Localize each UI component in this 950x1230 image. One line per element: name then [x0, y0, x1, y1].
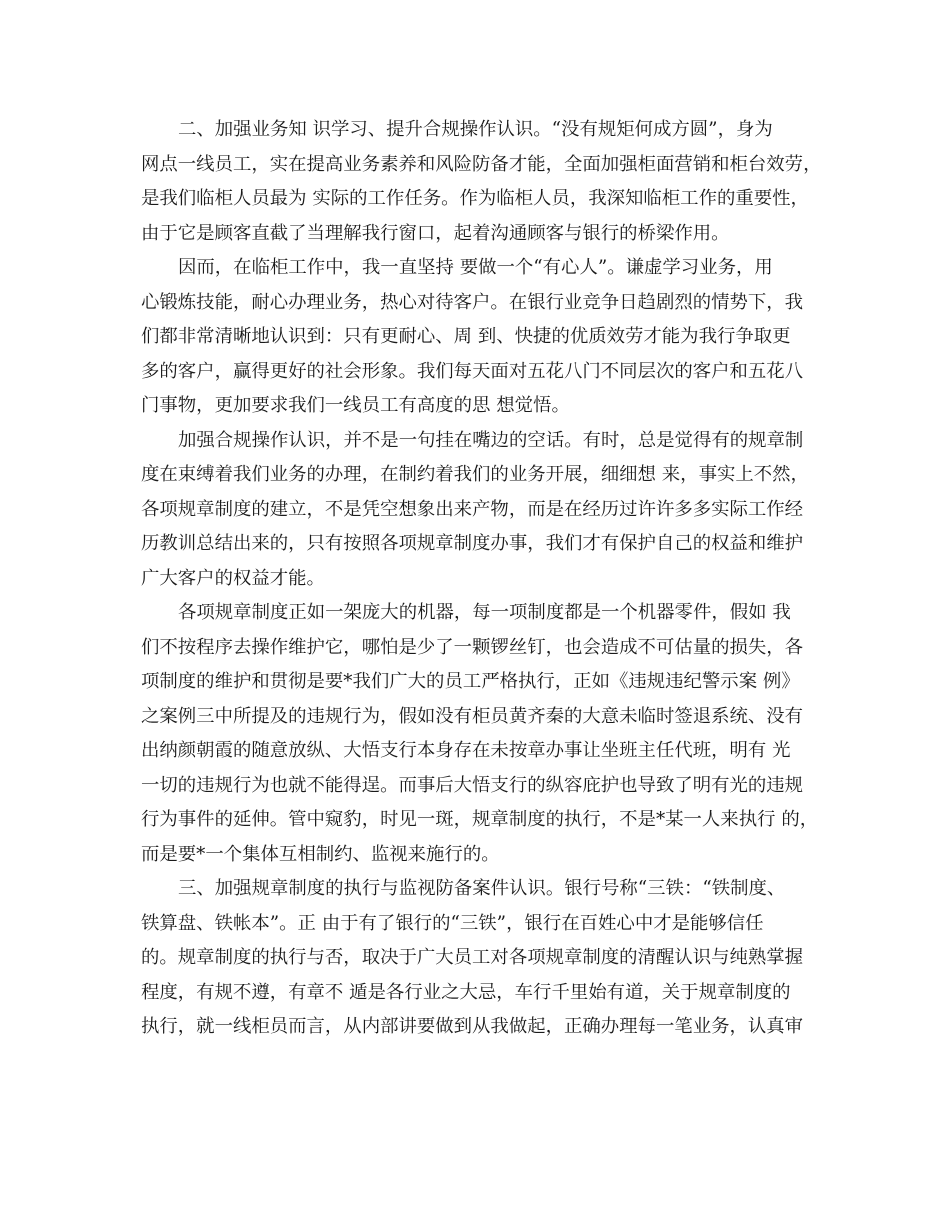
text-line: 出纳颜朝霞的随意放纵、大悟支行本身存在未按章办事让坐班主任代班，明有 光 — [141, 740, 791, 761]
text-line: 之案例三中所提及的违规行为，假如没有柜员黄齐秦的大意未临时签退系统、没有 — [141, 705, 804, 727]
text-line: 度在束缚着我们业务的办理，在制约着我们的业务开展，细细想 来，事实上不然， — [141, 464, 809, 485]
text-line: 二、加强业务知 识学习、提升合规操作认识。“没有规矩何成方圆”，身为 — [178, 119, 773, 140]
text-line: 广大客户的权益才能。 — [141, 567, 325, 589]
paragraph-5 — [141, 872, 816, 1045]
text-line: 心锻炼技能，耐心办理业务，热心对待客户。在银行业竞争日趋剧烈的情势下，我 — [141, 291, 804, 313]
paragraph-1 — [141, 113, 822, 251]
text-line: 行为事件的延伸。管中窥豹，时见一斑，规章制度的执行，不是*某一人来执行 的， — [141, 809, 819, 830]
text-line: 网点一线员工，实在提高业务素养和风险防备才能，全面加强柜面营销和柜台效劳， — [141, 153, 822, 175]
text-line: 项制度的维护和贯彻是要*我们广大的员工严格执行，正如《违规违纪警示案 例》 — [141, 671, 800, 692]
document-body — [141, 113, 822, 1045]
text-line: 一切的违规行为也就不能得逞。而事后大悟支行的纵容庇护也导致了明有光的违规 — [141, 774, 804, 796]
text-line: 执行，就一线柜员而言，从内部讲要做到从我做起，正确办理每一笔业务，认真审 — [141, 1016, 804, 1037]
text-line: 门事物，更加要求我们一线员工有高度的思 想觉悟。 — [141, 395, 570, 416]
text-line: 各项规章制度正如一架庞大的机器，每一项制度都是一个机器零件，假如 我 — [178, 602, 791, 623]
text-line: 各项规章制度的建立，不是凭空想象出来产物，而是在经历过许许多多实际工作经 — [141, 498, 804, 520]
text-line: 程度，有规不遵，有章不 遁是各行业之大忌，车行千里始有道，关于规章制度的 — [141, 981, 791, 1003]
text-line: 而是要*一个集体互相制约、监视来施行的。 — [141, 843, 500, 865]
text-line: 三、加强规章制度的执行与监视防备案件认识。银行号称“三铁：“铁制度、 — [178, 878, 786, 899]
text-line: 的。规章制度的执行与否，取决于广大员工对各项规章制度的清醒认识与纯熟掌握 — [141, 947, 804, 968]
text-line: 因而，在临柜工作中，我一直坚持 要做一个“有心人”。谦虚学习业务，用 — [178, 257, 773, 278]
paragraph-4 — [141, 596, 819, 872]
text-line: 历教训总结出来的，只有按照各项规章制度办事，我们才有保护自己的权益和维护 — [141, 533, 804, 554]
text-line: 铁算盘、铁帐本”。正 由于有了银行的“三铁”，银行在百姓心中才是能够信任 — [141, 912, 764, 934]
paragraph-2 — [141, 251, 816, 424]
text-line: 加强合规操作认识，并不是一句挂在嘴边的空话。有时，总是觉得有的规章制 — [178, 429, 804, 451]
text-line: 们不按程序去操作维护它，哪怕是少了一颗锣丝钉，也会造成不可估量的损失，各 — [141, 636, 804, 658]
paragraph-3 — [141, 424, 816, 597]
text-line: 多的客户，赢得更好的社会形象。我们每天面对五花八门不同层次的客户和五花八 — [141, 360, 804, 382]
text-line: 是我们临柜人员最为 实际的工作任务。作为临柜人员，我深知临柜工作的重要性， — [141, 188, 809, 209]
text-line: 由于它是顾客直截了当理解我行窗口，起着沟通顾客与银行的桥梁作用。 — [141, 222, 730, 244]
text-line: 们都非常清晰地认识到：只有更耐心、周 到、快捷的优质效劳才能为我行争取更 — [141, 326, 791, 347]
